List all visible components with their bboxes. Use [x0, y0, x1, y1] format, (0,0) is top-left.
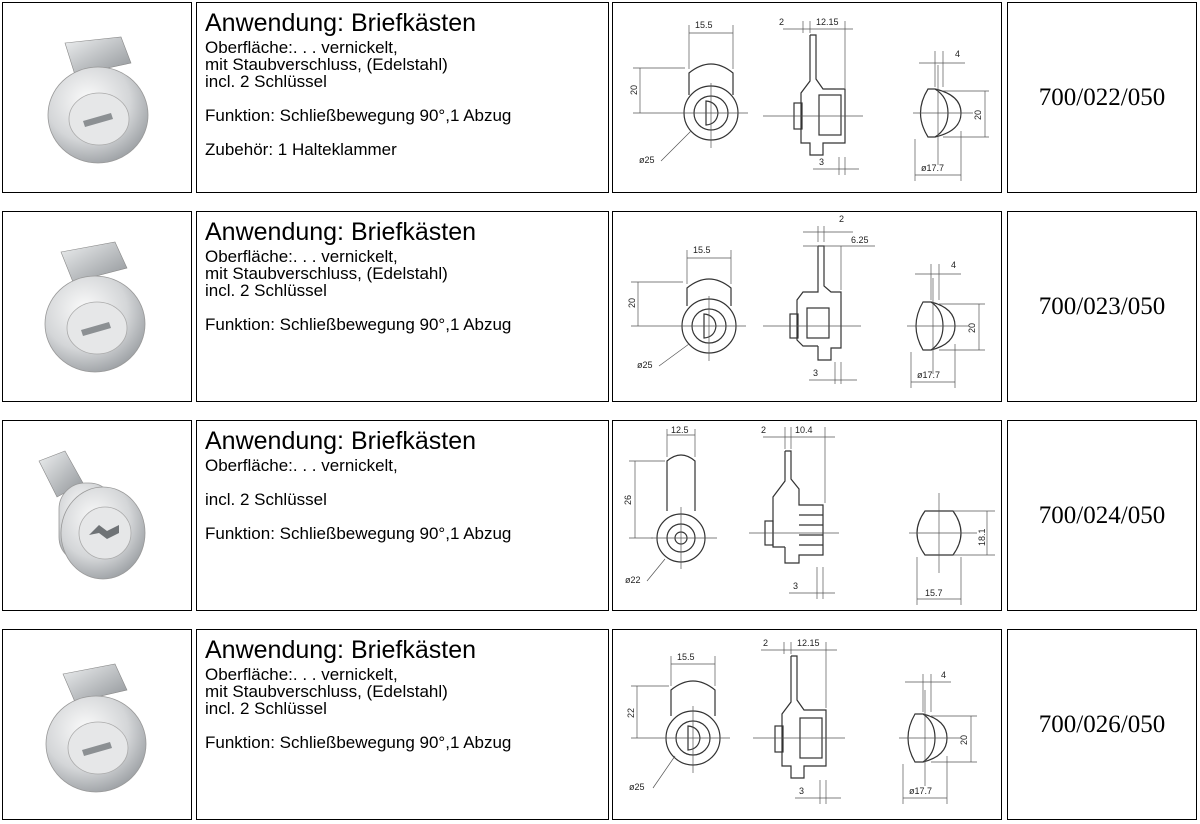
dimension-label: 10.4 [795, 425, 813, 435]
dimension-label: 20 [967, 322, 977, 333]
function-line: Funktion: Schließbewegung 90°,1 Abzug [205, 524, 512, 543]
dimension-label: 12.5 [671, 425, 689, 435]
dimension-label: 2 [779, 17, 785, 27]
dimension-label: 15.5 [693, 245, 711, 255]
dimension-label: 2 [763, 638, 769, 648]
product-photo-cell [2, 420, 192, 611]
application-title: Anwendung: Briefkästen [205, 9, 477, 37]
dimension-label: 12.15 [816, 17, 839, 27]
technical-drawing-cell [612, 629, 1002, 820]
keys-line: incl. 2 Schlüssel [205, 281, 327, 300]
product-photo-cell [2, 2, 192, 193]
function-line: Funktion: Schließbewegung 90°,1 Abzug [205, 106, 512, 125]
description-cell [196, 420, 609, 611]
surface-line: Oberfläche:. . . vernickelt, [205, 456, 398, 475]
description-cell [196, 2, 609, 193]
application-title: Anwendung: Briefkästen [205, 218, 477, 246]
dimension-label: ø25 [629, 782, 645, 792]
cam-lock-photo [3, 630, 191, 819]
surface-line: Oberfläche:. . . vernickelt, [205, 38, 398, 57]
accessory-line: Zubehör: 1 Halteklammer [205, 140, 397, 159]
technical-drawing-cell [612, 211, 1002, 402]
dimension-label: 26 [623, 494, 633, 505]
application-title: Anwendung: Briefkästen [205, 427, 477, 455]
dimension-label: ø22 [625, 575, 641, 585]
surface-line: Oberfläche:. . . vernickelt, [205, 665, 398, 684]
keys-line: incl. 2 Schlüssel [205, 699, 327, 718]
dimension-label: ø17.7 [921, 163, 945, 173]
dimension-label: 3 [793, 581, 799, 591]
function-line: Funktion: Schließbewegung 90°,1 Abzug [205, 733, 512, 752]
dimension-label: 15.7 [925, 588, 943, 598]
technical-drawing [613, 212, 1001, 401]
function-line: Funktion: Schließbewegung 90°,1 Abzug [205, 315, 512, 334]
keys-line: incl. 2 Schlüssel [205, 490, 327, 509]
dimension-label: 3 [819, 157, 825, 167]
dust-cover-line: mit Staubverschluss, (Edelstahl) [205, 264, 448, 283]
dimension-label: 12.15 [797, 638, 820, 648]
product-photo-cell [2, 629, 192, 820]
cam-lock-photo [3, 212, 191, 401]
dimension-label: ø17.7 [909, 786, 933, 796]
application-title: Anwendung: Briefkästen [205, 636, 477, 664]
dimension-label: 3 [813, 368, 819, 378]
article-number-cell [1007, 211, 1197, 402]
article-number: 700/022/050 [1038, 83, 1166, 111]
dimension-label: ø25 [637, 360, 653, 370]
dust-cover-line: mit Staubverschluss, (Edelstahl) [205, 55, 448, 74]
article-number-cell [1007, 420, 1197, 611]
dimension-label: ø17.7 [917, 370, 941, 380]
article-number: 700/024/050 [1038, 501, 1166, 529]
dimension-label: 4 [955, 49, 961, 59]
dimension-label: ø25 [639, 155, 655, 165]
description-cell [196, 629, 609, 820]
dimension-label: 20 [973, 109, 983, 120]
article-number-cell [1007, 629, 1197, 820]
article-number: 700/023/050 [1038, 292, 1166, 320]
dimension-label: 20 [629, 84, 639, 95]
technical-drawing-cell [612, 2, 1002, 193]
technical-drawing [613, 630, 1001, 819]
dimension-label: 6.25 [851, 235, 869, 245]
technical-drawing-cell [612, 420, 1002, 611]
dimension-label: 4 [941, 670, 947, 680]
product-row [0, 211, 1200, 404]
dimension-label: 4 [951, 260, 957, 270]
dust-cover-line: mit Staubverschluss, (Edelstahl) [205, 682, 448, 701]
product-row [0, 2, 1200, 195]
dimension-label: 15.5 [677, 652, 695, 662]
technical-drawing [613, 421, 1001, 610]
dimension-label: 2 [761, 425, 767, 435]
keys-line: incl. 2 Schlüssel [205, 72, 327, 91]
cam-lock-photo [3, 3, 191, 192]
dimension-label: 2 [839, 214, 845, 224]
description-cell [196, 211, 609, 402]
article-number-cell [1007, 2, 1197, 193]
technical-drawing [613, 3, 1001, 192]
dimension-label: 18.1 [977, 528, 987, 546]
dimension-label: 20 [959, 734, 969, 745]
product-photo-cell [2, 211, 192, 402]
dimension-label: 22 [626, 707, 636, 718]
dimension-label: 20 [627, 297, 637, 308]
product-row [0, 629, 1200, 822]
cam-lock-photo [3, 421, 191, 610]
dimension-label: 3 [799, 786, 805, 796]
surface-line: Oberfläche:. . . vernickelt, [205, 247, 398, 266]
article-number: 700/026/050 [1038, 710, 1166, 738]
product-row [0, 420, 1200, 613]
dimension-label: 15.5 [695, 20, 713, 30]
